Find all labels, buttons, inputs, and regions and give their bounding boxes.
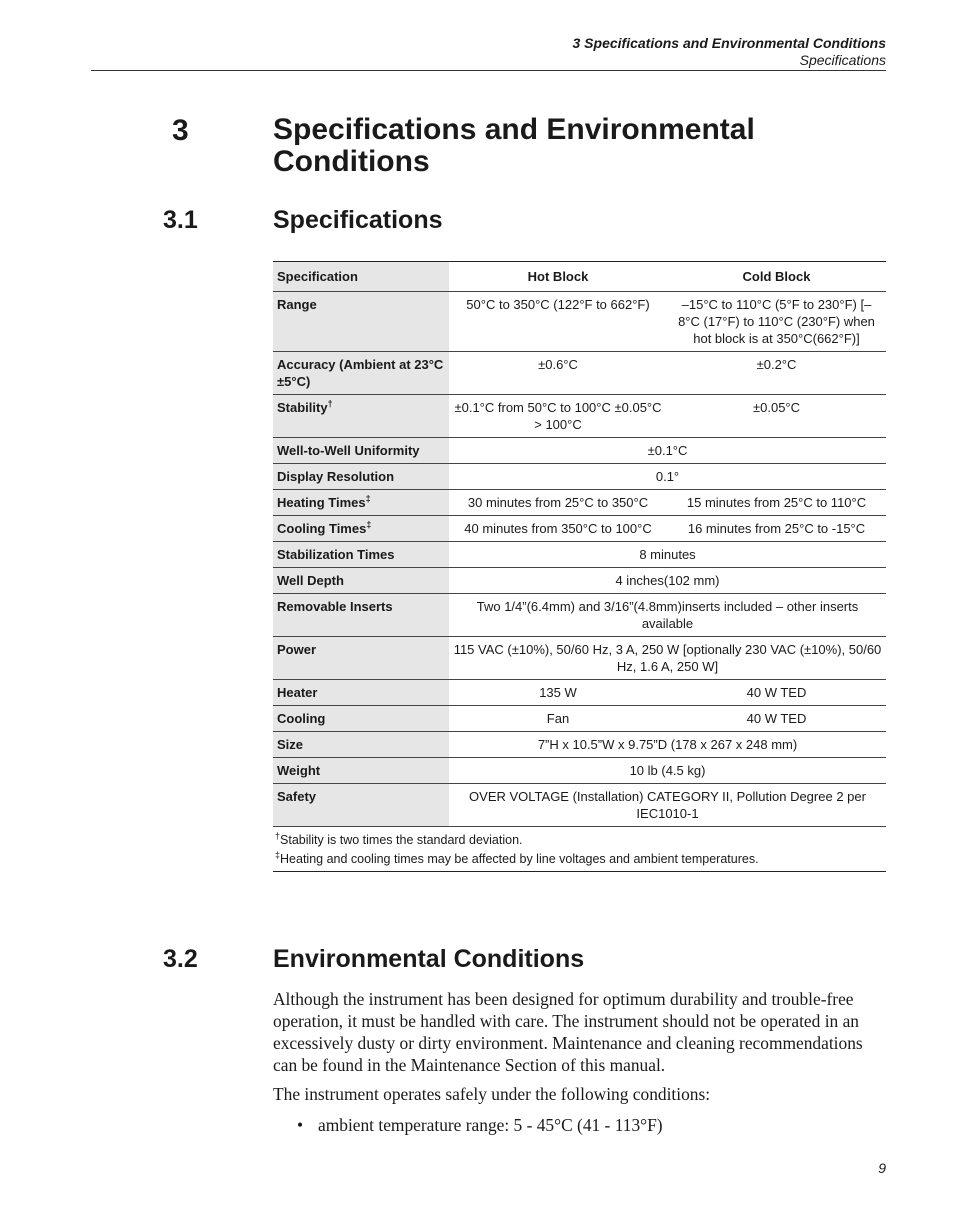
page-number: 9 bbox=[878, 1160, 886, 1176]
hot-block-value: 50°C to 350°C (122°F to 662°F) bbox=[449, 292, 667, 352]
table-row-display-resolution bbox=[273, 464, 886, 490]
hot-block-value: 40 minutes from 350°C to 100°C bbox=[449, 516, 667, 542]
shared-value: OVER VOLTAGE (Installation) CATEGORY II, Pollution Degree 2 per IEC1010-1 bbox=[449, 784, 886, 827]
row-label: Heater bbox=[273, 680, 449, 706]
cold-block-value: ±0.2°C bbox=[667, 352, 886, 395]
table-row-range bbox=[273, 292, 886, 352]
footnote-mark: ‡ bbox=[275, 849, 281, 860]
row-label-text: Heating Times bbox=[277, 495, 366, 510]
section-3-1-title: Specifications bbox=[273, 206, 443, 234]
table-row-stability bbox=[273, 395, 886, 438]
section-3-1-number: 3.1 bbox=[163, 206, 198, 234]
hot-block-value: 135 W bbox=[449, 680, 667, 706]
table-header-row bbox=[273, 262, 886, 292]
chapter-number: 3 bbox=[172, 114, 189, 147]
cold-block-value: 40 W TED bbox=[667, 680, 886, 706]
section-3-2-title: Environmental Conditions bbox=[273, 945, 585, 973]
row-label: Power bbox=[273, 637, 449, 680]
footnote-stability bbox=[275, 831, 884, 850]
hot-block-value: Fan bbox=[449, 706, 667, 732]
row-label: Stabilization Times bbox=[273, 542, 449, 568]
cold-block-value: 15 minutes from 25°C to 110°C bbox=[667, 490, 886, 516]
row-label bbox=[273, 490, 449, 516]
footnote-mark: † bbox=[275, 830, 281, 841]
table-row-power bbox=[273, 637, 886, 680]
shared-value: 10 lb (4.5 kg) bbox=[449, 758, 886, 784]
row-label: Display Resolution bbox=[273, 464, 449, 490]
column-header-hot-block: Hot Block bbox=[449, 262, 667, 292]
column-header-cold-block: Cold Block bbox=[667, 262, 886, 292]
running-header-section: Specifications bbox=[799, 52, 886, 68]
table-row-heating-times bbox=[273, 490, 886, 516]
table-row-weight bbox=[273, 758, 886, 784]
table-footnotes bbox=[273, 827, 886, 872]
table-row-cooling-times bbox=[273, 516, 886, 542]
cold-block-value: –15°C to 110°C (5°F to 230°F) [–8°C (17°F) to 110°C (230°F) when hot block is at 350°C(662°F)] bbox=[667, 292, 886, 352]
footnote-mark: † bbox=[327, 398, 333, 409]
row-label: Size bbox=[273, 732, 449, 758]
row-label: Weight bbox=[273, 758, 449, 784]
chapter-title: Specifications and Environmental Conditions bbox=[273, 113, 755, 178]
row-label-text: Stability bbox=[277, 400, 328, 415]
conditions-intro-paragraph: The instrument operates safely under the following conditions: bbox=[273, 1084, 711, 1104]
row-label-text: Cooling Times bbox=[277, 521, 367, 536]
table-row-well-depth bbox=[273, 568, 886, 594]
footnote-text: Heating and cooling times may be affected by line voltages and ambient temperatures. bbox=[280, 852, 759, 866]
table-row-well-to-well-uniformity bbox=[273, 438, 886, 464]
header-rule bbox=[91, 70, 886, 71]
cold-block-value: 40 W TED bbox=[667, 706, 886, 732]
running-header-chapter: 3 Specifications and Environmental Conditions bbox=[572, 35, 886, 51]
row-label: Safety bbox=[273, 784, 449, 827]
table-row-size bbox=[273, 732, 886, 758]
row-label: Removable Inserts bbox=[273, 594, 449, 637]
table-row-stabilization-times bbox=[273, 542, 886, 568]
bullet-dot: • bbox=[297, 1115, 304, 1135]
shared-value: 0.1° bbox=[449, 464, 886, 490]
bullet-item-temperature-range: ambient temperature range: 5 - 45°C (41 - 113°F) bbox=[318, 1115, 663, 1135]
footnote-mark: ‡ bbox=[365, 493, 371, 504]
hot-block-value: ±0.6°C bbox=[449, 352, 667, 395]
row-label: Cooling bbox=[273, 706, 449, 732]
hot-block-value: ±0.1°C from 50°C to 100°C ±0.05°C > 100°C bbox=[449, 395, 667, 438]
shared-value: 4 inches(102 mm) bbox=[449, 568, 886, 594]
shared-value: Two 1/4”(6.4mm) and 3/16”(4.8mm)inserts included – other inserts available bbox=[449, 594, 886, 637]
shared-value: ±0.1°C bbox=[449, 438, 886, 464]
shared-value: 115 VAC (±10%), 50/60 Hz, 3 A, 250 W [optionally 230 VAC (±10%), 50/60 Hz, 1.6 A, 250 W] bbox=[449, 637, 886, 680]
row-label: Well Depth bbox=[273, 568, 449, 594]
row-label: Range bbox=[273, 292, 449, 352]
table-row-accuracy bbox=[273, 352, 886, 395]
hot-block-value: 30 minutes from 25°C to 350°C bbox=[449, 490, 667, 516]
environmental-paragraph: Although the instrument has been designed for optimum durability and trouble-free operation, it must be handled with care. The instrument should not be operated in an excessively dusty or dirty environment. Maintenance and cleaning recommendations can be found in the Maintenance Section of this manual. bbox=[273, 989, 863, 1075]
cold-block-value: ±0.05°C bbox=[667, 395, 886, 438]
footnote-times bbox=[275, 850, 884, 869]
column-header-specification: Specification bbox=[273, 262, 449, 292]
row-label bbox=[273, 516, 449, 542]
table-row-safety bbox=[273, 784, 886, 827]
running-header bbox=[573, 35, 887, 69]
section-3-2-number: 3.2 bbox=[163, 945, 198, 973]
row-label: Well-to-Well Uniformity bbox=[273, 438, 449, 464]
footnote-text: Stability is two times the standard deviation. bbox=[280, 833, 523, 847]
table-row-cooling bbox=[273, 706, 886, 732]
row-label bbox=[273, 395, 449, 438]
cold-block-value: 16 minutes from 25°C to -15°C bbox=[667, 516, 886, 542]
footnote-mark: ‡ bbox=[366, 519, 372, 530]
table-row-heater bbox=[273, 680, 886, 706]
shared-value: 7”H x 10.5”W x 9.75”D (178 x 267 x 248 mm) bbox=[449, 732, 886, 758]
shared-value: 8 minutes bbox=[449, 542, 886, 568]
table-row-removable-inserts bbox=[273, 594, 886, 637]
row-label: Accuracy (Ambient at 23°C ±5°C) bbox=[273, 352, 449, 395]
table-footnotes-row bbox=[273, 827, 886, 872]
specifications-table bbox=[273, 261, 886, 872]
